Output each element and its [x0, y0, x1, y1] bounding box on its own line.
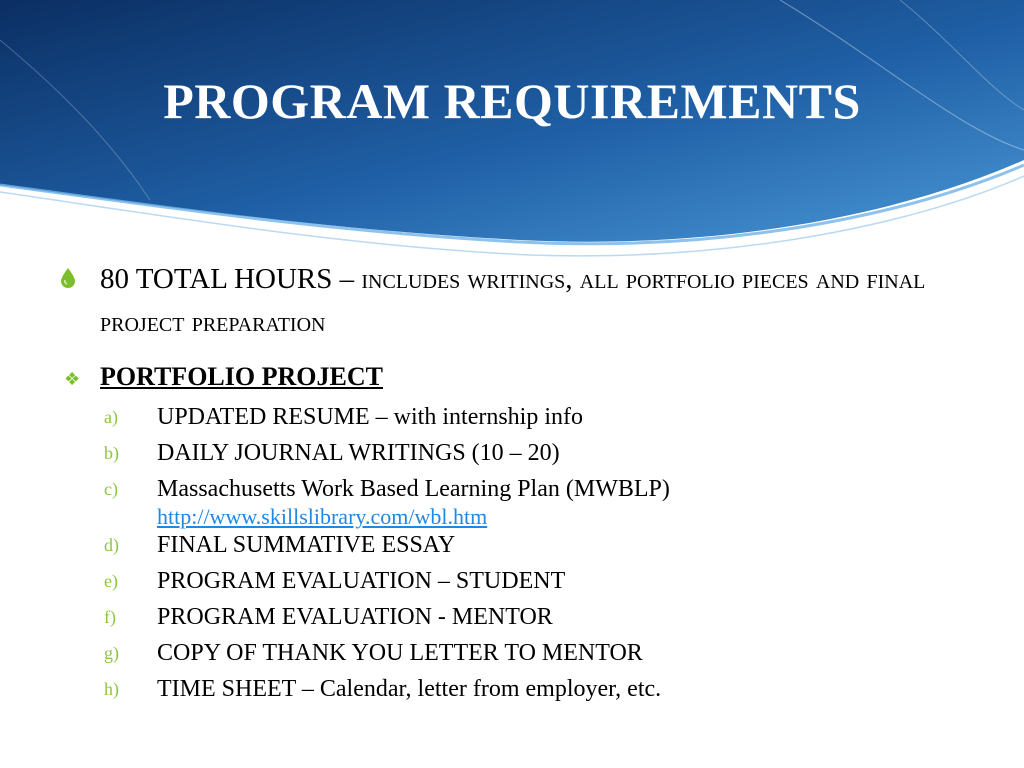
total-hours-text: [100, 258, 940, 344]
list-item-text: COPY OF THANK YOU LETTER TO MENTOR: [157, 640, 643, 666]
header-background: [0, 0, 1024, 300]
skillslibrary-link[interactable]: http://www.skillslibrary.com/wbl.htm: [157, 504, 488, 529]
list-item: [104, 403, 964, 439]
list-item: [104, 603, 964, 639]
mwblp-text: Massachusetts Work Based Learning Plan (MWBLP): [157, 476, 670, 502]
list-item-text: [157, 475, 670, 531]
list-item-text: DAILY JOURNAL WRITINGS (10 – 20): [157, 440, 560, 466]
list-item: [104, 531, 964, 567]
droplet-icon: [60, 268, 76, 288]
list-item-text: UPDATED RESUME – with internship info: [157, 404, 583, 430]
diamond-icon: ❖: [64, 369, 81, 389]
portfolio-project-heading: PORTFOLIO PROJECT: [100, 362, 383, 391]
list-item: [104, 675, 964, 711]
list-marker: d): [104, 535, 119, 555]
portfolio-items-list: [104, 403, 964, 711]
list-marker: f): [104, 607, 116, 627]
list-marker: g): [104, 643, 119, 663]
slide-title: PROGRAM REQUIREMENTS: [163, 73, 861, 129]
list-marker: c): [104, 479, 118, 499]
list-item-text: PROGRAM EVALUATION – STUDENT: [157, 568, 566, 594]
list-item-text: FINAL SUMMATIVE ESSAY: [157, 532, 456, 558]
total-hours-detail: – includes writings, all portfolio pieces and final project preparation: [100, 263, 926, 338]
list-item: [104, 639, 964, 675]
list-item-text: PROGRAM EVALUATION - MENTOR: [157, 604, 553, 630]
list-marker: a): [104, 407, 118, 427]
total-hours-lead: 80 TOTAL HOURS: [100, 263, 333, 295]
list-marker: b): [104, 443, 119, 463]
list-item: [104, 567, 964, 603]
list-item: [104, 439, 964, 475]
list-item-text: TIME SHEET – Calendar, letter from employer, etc.: [157, 676, 662, 702]
list-marker: e): [104, 571, 118, 591]
list-marker: h): [104, 679, 119, 699]
list-item: [104, 475, 964, 531]
